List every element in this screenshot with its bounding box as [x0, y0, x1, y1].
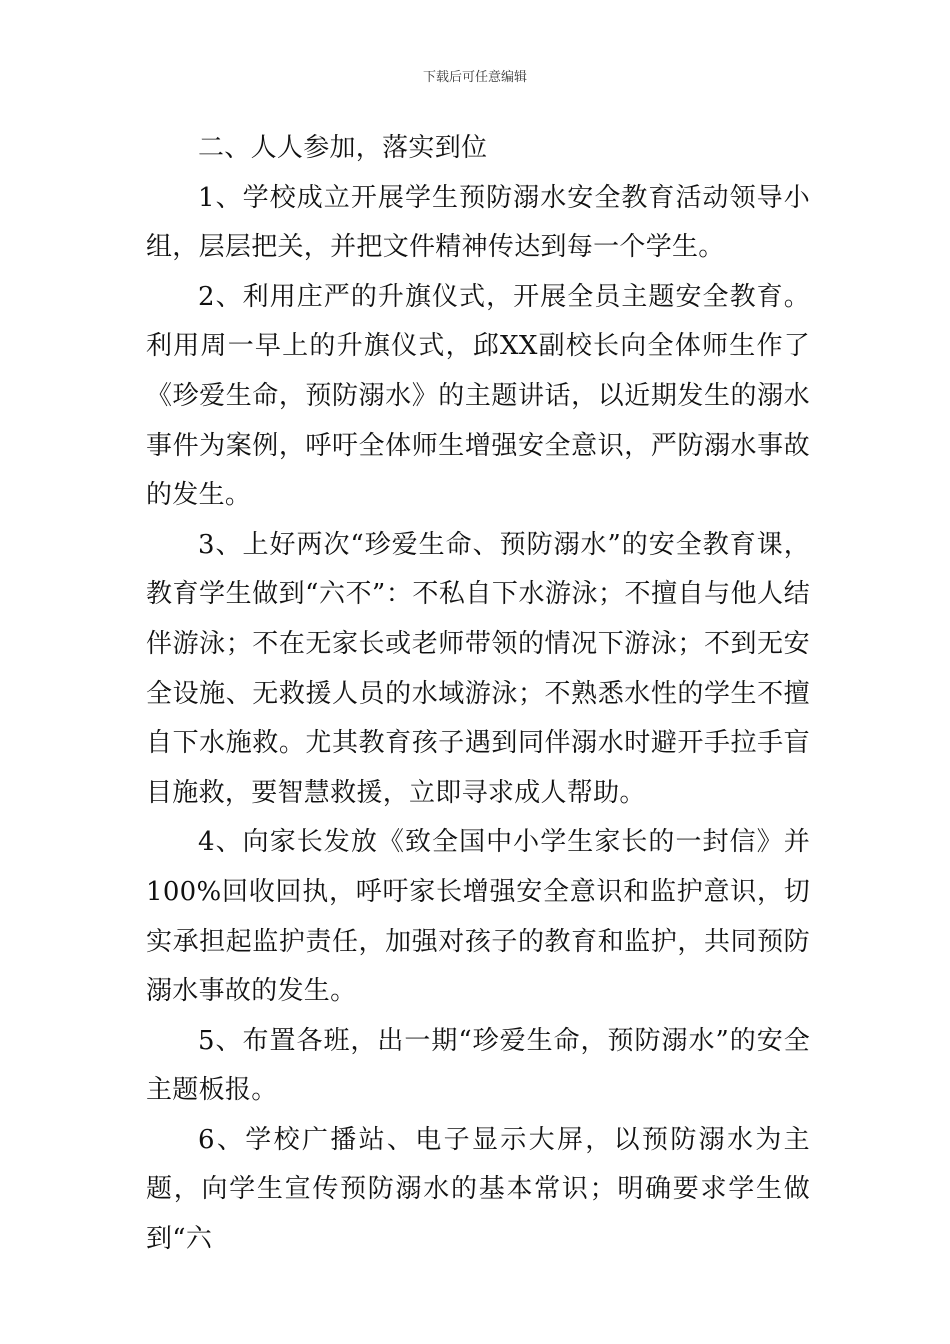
paragraph-6: 6、学校广播站、电子显示大屏，以预防溺水为主题，向学生宣传预防溺水的基本常识；明确要求学生做到“六	[146, 1124, 810, 1255]
paragraph-2: 2、利用庄严的升旗仪式，开展全员主题安全教育。利用周一早上的升旗仪式，邱XX副校长向全体师生作了《珍爱生命，预防溺水》的主题讲话，以近期发生的溺水事件为案例，呼吁全体师生增强安全意识，严防溺水事故的发生。	[146, 281, 810, 511]
paragraph-1: 1、学校成立开展学生预防溺水安全教育活动领导小组，层层把关，并把文件精神传达到每一个学生。	[146, 182, 810, 263]
paragraph-5: 5、布置各班，出一期“珍爱生命，预防溺水”的安全主题板报。	[146, 1025, 810, 1106]
paragraph-3: 3、上好两次“珍爱生命、预防溺水”的安全教育课，教育学生做到“六不”：不私自下水游泳；不擅自与他人结伴游泳；不在无家长或老师带领的情况下游泳；不到无安全设施、无救援人员的水域游泳；不熟悉水性的学生不擅自下水施救。尤其教育孩子遇到同伴溺水时避开手拉手盲目施救，要智慧救援，立即寻求成人帮助。	[146, 529, 810, 808]
paragraph-4: 4、向家长发放《致全国中小学生家长的一封信》并100%回收回执，呼吁家长增强安全意识和监护意识，切实承担起监护责任，加强对孩子的教育和监护，共同预防溺水事故的发生。	[146, 827, 810, 1007]
document-body	[146, 124, 810, 1265]
page-header: 下载后可任意编辑	[422, 70, 527, 85]
section-heading: 二、人人参加，落实到位	[198, 133, 488, 163]
